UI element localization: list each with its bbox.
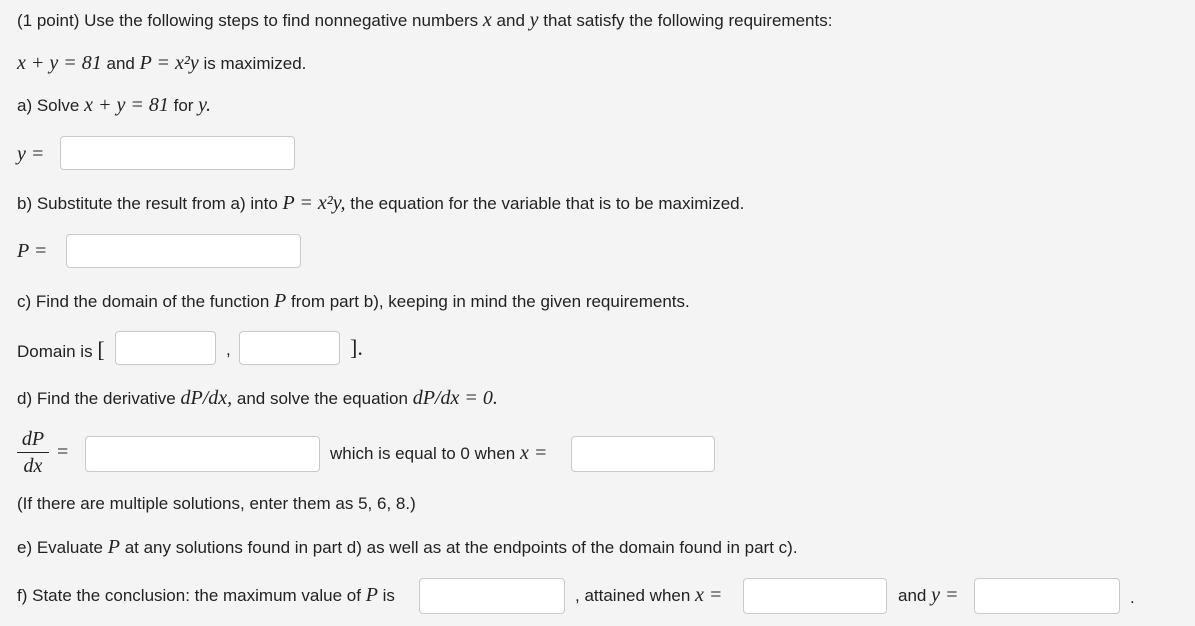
derivative-equals: =: [57, 441, 69, 463]
domain-open-bracket: [: [97, 337, 105, 362]
dp-dx-fraction: [17, 428, 49, 477]
part-d-deriv: dP/dx,: [180, 387, 233, 409]
y-answer-input[interactable]: [60, 136, 295, 170]
part-c-suffix: from part b), keeping in mind the given requirements.: [291, 292, 690, 311]
part-d-prefix: d) Find the derivative: [17, 389, 176, 408]
part-f-prompt: [17, 584, 395, 607]
p-answer-input[interactable]: [66, 234, 301, 268]
critical-point-input[interactable]: [571, 436, 715, 472]
attained-text: [575, 584, 722, 607]
requirement-eq2: P = x²y: [139, 52, 199, 74]
which-text: which is equal to 0 when: [330, 444, 516, 463]
var-y: y: [529, 9, 539, 31]
domain-upper-input[interactable]: [239, 331, 340, 365]
y-equals-label: y =: [17, 143, 45, 165]
part-d-equation: dP/dx = 0.: [412, 387, 498, 409]
x-equals-label: x =: [519, 442, 548, 464]
fraction-numerator: dP: [21, 428, 45, 450]
part-b-prompt: [17, 192, 744, 215]
part-a-mid: for: [173, 96, 194, 115]
final-period: .: [1130, 588, 1135, 607]
part-c-prompt: [17, 290, 690, 313]
max-x-input[interactable]: [743, 578, 887, 614]
requirement-and: and: [106, 54, 135, 73]
requirement-suffix: is maximized.: [203, 54, 307, 73]
part-a-label: [17, 143, 44, 166]
which-equal-text: [330, 442, 547, 465]
point-label: (1 point): [17, 11, 80, 30]
part-f-var: P: [365, 584, 378, 606]
attained-y-equals: y =: [931, 584, 959, 606]
attained-x-equals: x =: [695, 584, 723, 606]
part-a-prefix: a) Solve: [17, 96, 80, 115]
requirements-line: [17, 52, 306, 75]
max-value-input[interactable]: [419, 578, 565, 614]
and-label: and: [898, 586, 927, 605]
var-x: x: [482, 9, 492, 31]
part-a-prompt: [17, 94, 211, 117]
fraction-bar: [17, 452, 49, 453]
part-e-prompt: [17, 536, 798, 559]
part-a-equation: x + y = 81: [84, 94, 169, 116]
domain-close-bracket: ].: [350, 335, 363, 360]
part-d-mid: and solve the equation: [236, 389, 408, 408]
and-y-text: [898, 584, 958, 607]
p-equals-label: P =: [17, 240, 48, 262]
part-c-var: P: [274, 290, 287, 312]
fraction-denominator: dx: [23, 455, 43, 477]
part-b-suffix: the equation for the variable that is to be maximized.: [350, 194, 745, 213]
domain-comma: ,: [226, 340, 231, 359]
intro-end: that satisfy the following requirements:: [543, 11, 833, 30]
part-e-suffix: at any solutions found in part d) as well as at the endpoints of the domain found in part c).: [124, 538, 798, 557]
multiple-solutions-hint: (If there are multiple solutions, enter them as 5, 6, 8.): [17, 494, 416, 513]
part-f-prefix: f) State the conclusion: the maximum value of: [17, 586, 361, 605]
domain-label-line: [17, 337, 105, 363]
part-e-var: P: [107, 536, 120, 558]
requirement-eq1: x + y = 81: [17, 52, 102, 74]
max-y-input[interactable]: [974, 578, 1120, 614]
domain-lower-input[interactable]: [115, 331, 216, 365]
domain-label: Domain is: [17, 342, 93, 361]
part-e-prefix: e) Evaluate: [17, 538, 103, 557]
problem-intro: [17, 9, 832, 32]
part-c-prefix: c) Find the domain of the function: [17, 292, 270, 311]
part-b-prefix: b) Substitute the result from a) into: [17, 194, 278, 213]
part-b-label: [17, 240, 47, 263]
part-b-equation: P = x²y,: [282, 192, 346, 214]
part-d-prompt: [17, 387, 498, 410]
attained-label: , attained when: [575, 586, 691, 605]
part-a-var: y.: [198, 94, 211, 116]
part-f-is: is: [382, 586, 395, 605]
intro-text: Use the following steps to find nonnegative numbers: [84, 11, 479, 30]
derivative-input[interactable]: [85, 436, 320, 472]
intro-and: and: [496, 11, 525, 30]
